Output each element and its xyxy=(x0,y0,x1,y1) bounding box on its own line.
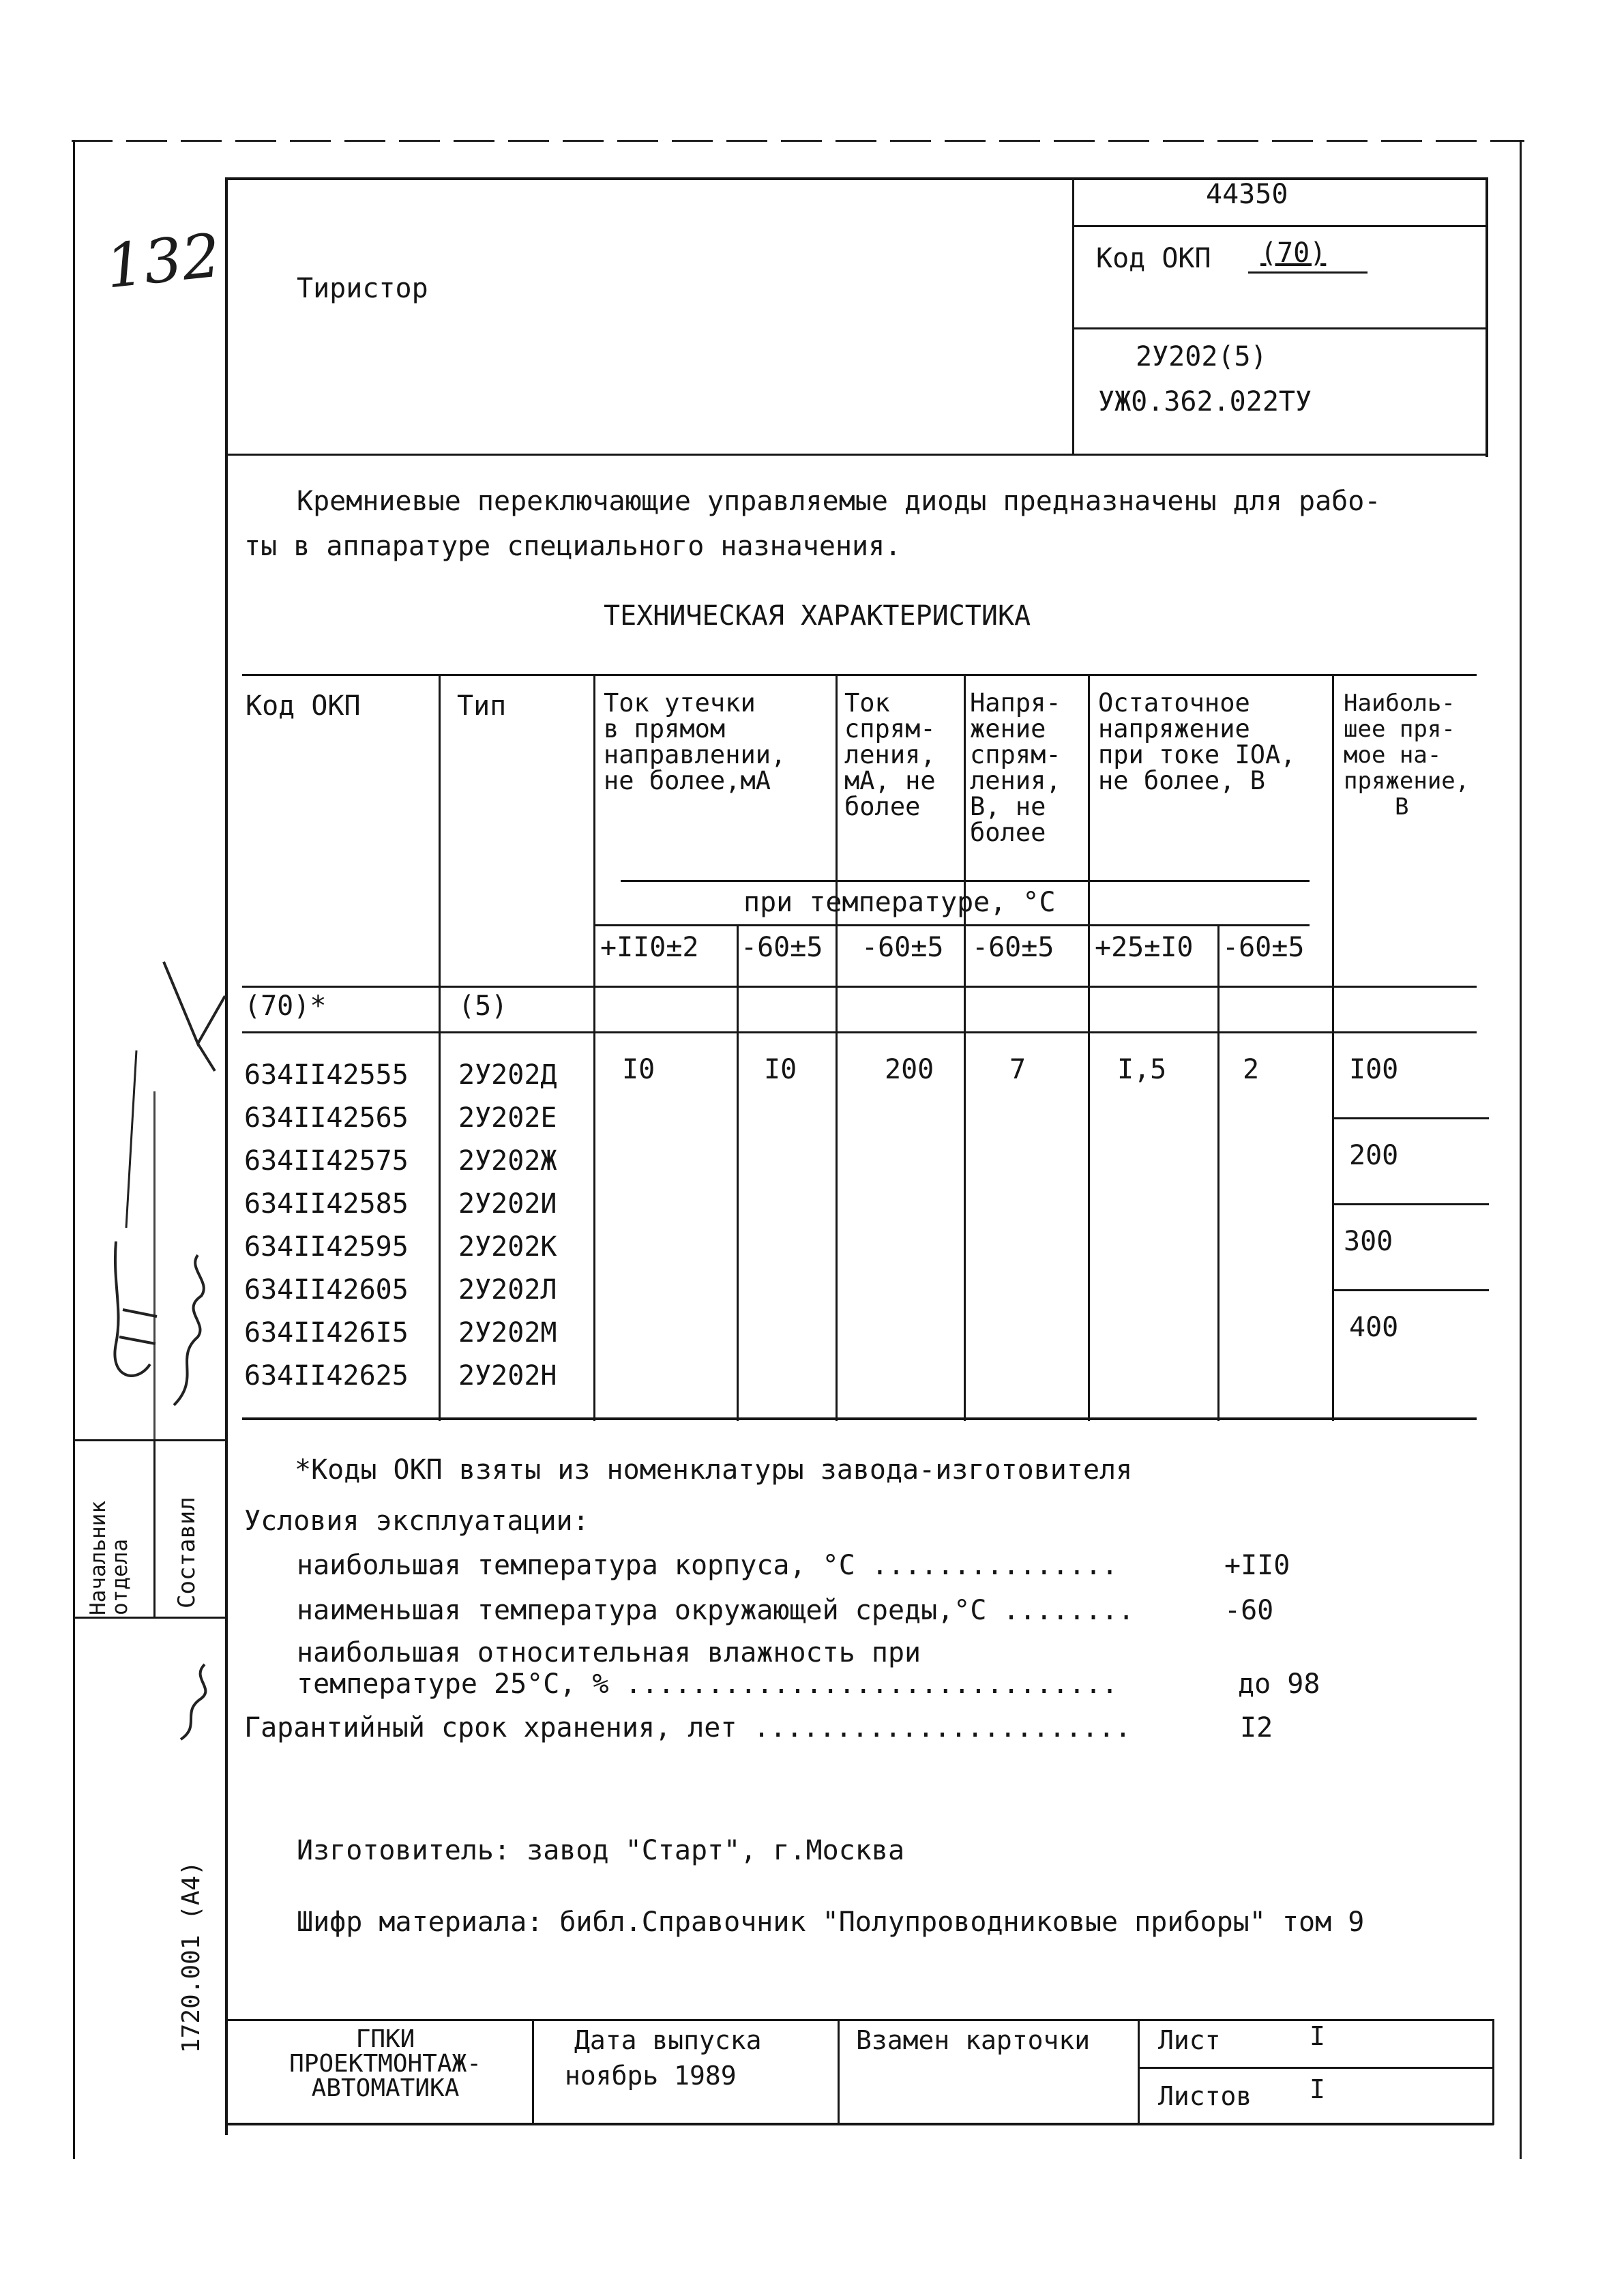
table-col-line-5 xyxy=(964,674,966,1421)
value-leak-60: I0 xyxy=(764,1054,797,1085)
table-row: 2У202И xyxy=(458,1188,557,1220)
code-row-okp: (70)* xyxy=(244,990,327,1022)
footer-sheets-value: I xyxy=(1310,2074,1325,2104)
header-max-forward: Наиболь- шее пря- мое на- пряжение, В xyxy=(1344,690,1470,821)
max-voltage-4: 400 xyxy=(1349,1312,1399,1343)
warranty-value: I2 xyxy=(1240,1712,1273,1743)
conditions-title: Условия эксплуатации: xyxy=(244,1505,589,1537)
header-residual: Остаточное напряжение при токе IОА, не более, В xyxy=(1098,688,1296,795)
table-row: 2У202Д xyxy=(458,1059,557,1091)
card-right-border xyxy=(1486,177,1488,457)
section-title: ТЕХНИЧЕСКАЯ ХАРАКТЕРИСТИКА xyxy=(604,600,1031,632)
table-row: 634II42625 xyxy=(244,1360,409,1392)
header-okp: Код ОКП xyxy=(246,690,361,722)
manufacturer: Изготовитель: завод "Старт", г.Москва xyxy=(297,1835,905,1866)
table-col-line-3 xyxy=(737,924,739,1421)
header-rect-current: Ток спрям- ления, мА, не более xyxy=(844,688,936,821)
header-rect-voltage: Напря- жение спрям- ления, В, не более xyxy=(970,688,1061,847)
value-rect-voltage: 7 xyxy=(1009,1054,1026,1085)
sheet-number: 132 xyxy=(102,220,224,302)
table-row: 2У202Н xyxy=(458,1360,557,1392)
footer-sheet-value: I xyxy=(1310,2021,1325,2051)
table-row: 634II42585 xyxy=(244,1188,409,1220)
value-residual-60: 2 xyxy=(1243,1054,1260,1085)
condition-humidity-value: до 98 xyxy=(1238,1668,1320,1700)
temperature-label: при температуре, °С xyxy=(743,887,1056,918)
table-row: 2У202Е xyxy=(458,1102,557,1134)
footer-divider-3 xyxy=(1138,2019,1140,2125)
table-row: 634II42605 xyxy=(244,1274,409,1306)
footnote: *Коды ОКП взяты из номенклатуры завода-изготовителя xyxy=(295,1454,1133,1486)
table-col-line-2 xyxy=(593,674,595,1421)
header-code: 44350 xyxy=(1206,179,1288,210)
header-type: Тип xyxy=(457,690,507,722)
max-voltage-1: I00 xyxy=(1349,1054,1399,1085)
table-row: 634II42575 xyxy=(244,1145,409,1177)
compiled-by-label: Составил xyxy=(173,1497,201,1608)
footer-top-line xyxy=(225,2019,1494,2021)
table-row: 2У202К xyxy=(458,1231,557,1263)
spec-number: УЖ0.362.022ТУ xyxy=(1098,386,1312,417)
table-col-line-7 xyxy=(1217,924,1220,1421)
temp-label-line xyxy=(621,880,1310,882)
form-code: 1720.001 (A4) xyxy=(177,1861,205,2053)
temp-leak-60: -60±5 xyxy=(741,932,823,963)
value-residual-25: I,5 xyxy=(1117,1054,1167,1085)
signature-check xyxy=(157,955,232,1078)
temp-rect-current: -60±5 xyxy=(861,932,944,963)
strip-h-line-2 xyxy=(74,1617,227,1619)
okp-label: Код ОКП xyxy=(1096,243,1211,274)
table-row: 634II426I5 xyxy=(244,1317,409,1349)
condition-min-temp-label: наименьшая температура окружающей среды,°С ........ xyxy=(297,1595,1135,1626)
code-row-type: (5) xyxy=(458,990,508,1022)
code-row-bottom-line xyxy=(242,1031,1477,1033)
condition-humidity-line2: температуре 25°С, % .............................. xyxy=(297,1668,1119,1700)
header-okp-divider xyxy=(1072,327,1487,329)
left-margin-line xyxy=(73,140,75,2159)
max-voltage-2: 200 xyxy=(1349,1140,1399,1171)
type-designation: 2У202(5) xyxy=(1136,341,1267,372)
header-bottom-line xyxy=(225,454,1487,456)
material-cipher: Шифр материала: библ.Справочник "Полупроводниковые приборы" том 9 xyxy=(297,1907,1365,1938)
card-top-border xyxy=(225,177,1487,180)
value-leak-110: I0 xyxy=(622,1054,655,1085)
header-code-divider xyxy=(1072,225,1487,227)
max-voltage-line-1 xyxy=(1332,1117,1489,1119)
footer-replaces-label: Взамен карточки xyxy=(856,2025,1091,2055)
warranty-label: Гарантийный срок хранения, лет ....................... xyxy=(244,1712,1132,1743)
table-row: 2У202М xyxy=(458,1317,557,1349)
footer-bottom-line xyxy=(225,2123,1494,2125)
table-row: 2У202Л xyxy=(458,1274,557,1306)
okp-underline xyxy=(1248,271,1368,274)
table-col-line-8 xyxy=(1332,674,1334,1421)
footer-sheet-label: Лист xyxy=(1158,2025,1221,2055)
head-of-department-label: Начальник отдела xyxy=(86,1501,132,1615)
table-col-line-6 xyxy=(1088,674,1090,1421)
footer-date-label: Дата выпуска xyxy=(574,2025,762,2055)
max-voltage-3: 300 xyxy=(1344,1226,1393,1257)
footer-sheet-split xyxy=(1138,2067,1494,2069)
header-vertical-divider xyxy=(1072,177,1074,455)
intro-line-2: ты в аппаратуре специального назначения. xyxy=(244,531,902,562)
table-row: 2У202Ж xyxy=(458,1145,557,1177)
footer-sheets-label: Листов xyxy=(1158,2081,1252,2111)
table-row: 634II42565 xyxy=(244,1102,409,1134)
footer-divider-2 xyxy=(838,2019,840,2125)
table-col-line-1 xyxy=(439,674,441,1421)
footer-date-value: ноябрь 1989 xyxy=(565,2061,737,2091)
footer-divider-1 xyxy=(532,2019,534,2125)
table-col-line-4 xyxy=(836,674,838,1421)
types-list xyxy=(458,1054,557,1398)
condition-humidity-line1: наибольшая относительная влажность при xyxy=(297,1637,921,1668)
footer-organization: ГПКИ ПРОЕКТМОНТАЖ- АВТОМАТИКА xyxy=(289,2025,482,2102)
okp-value: (70) xyxy=(1260,237,1327,269)
temp-leak-110: +II0±2 xyxy=(600,932,699,963)
max-voltage-line-2 xyxy=(1332,1203,1489,1205)
temps-row-line xyxy=(595,924,1310,926)
condition-max-temp-label: наибольшая температура корпуса, °С ............... xyxy=(297,1550,1119,1581)
intro-line-1: Кремниевые переключающие управляемые диоды предназначены для рабо- xyxy=(297,486,1381,517)
header-leak: Ток утечки в прямом направлении, не более,мА xyxy=(604,688,786,795)
document-title: Тиристор xyxy=(297,273,428,304)
temp-residual-60: -60±5 xyxy=(1222,932,1305,963)
condition-max-temp-value: +II0 xyxy=(1224,1550,1290,1581)
signature-compiler xyxy=(160,1241,222,1419)
okp-codes-list xyxy=(244,1054,409,1398)
right-margin-line xyxy=(1520,140,1522,2159)
table-row: 634II42555 xyxy=(244,1059,409,1091)
table-row: 634II42595 xyxy=(244,1231,409,1263)
top-dashed-border xyxy=(72,140,1524,142)
code-row-top-line xyxy=(242,986,1477,988)
temp-residual-25: +25±I0 xyxy=(1095,932,1194,963)
table-bottom-line xyxy=(242,1417,1477,1420)
temp-rect-voltage: -60±5 xyxy=(972,932,1054,963)
table-top-line xyxy=(242,674,1477,676)
max-voltage-line-3 xyxy=(1332,1289,1489,1291)
footer-right-border xyxy=(1492,2019,1494,2125)
strip-inner-line xyxy=(153,1439,156,1617)
card-left-border xyxy=(225,177,228,2135)
value-rect-current: 200 xyxy=(885,1054,934,1085)
condition-min-temp-value: -60 xyxy=(1224,1595,1274,1626)
signature-small xyxy=(167,1658,228,1746)
